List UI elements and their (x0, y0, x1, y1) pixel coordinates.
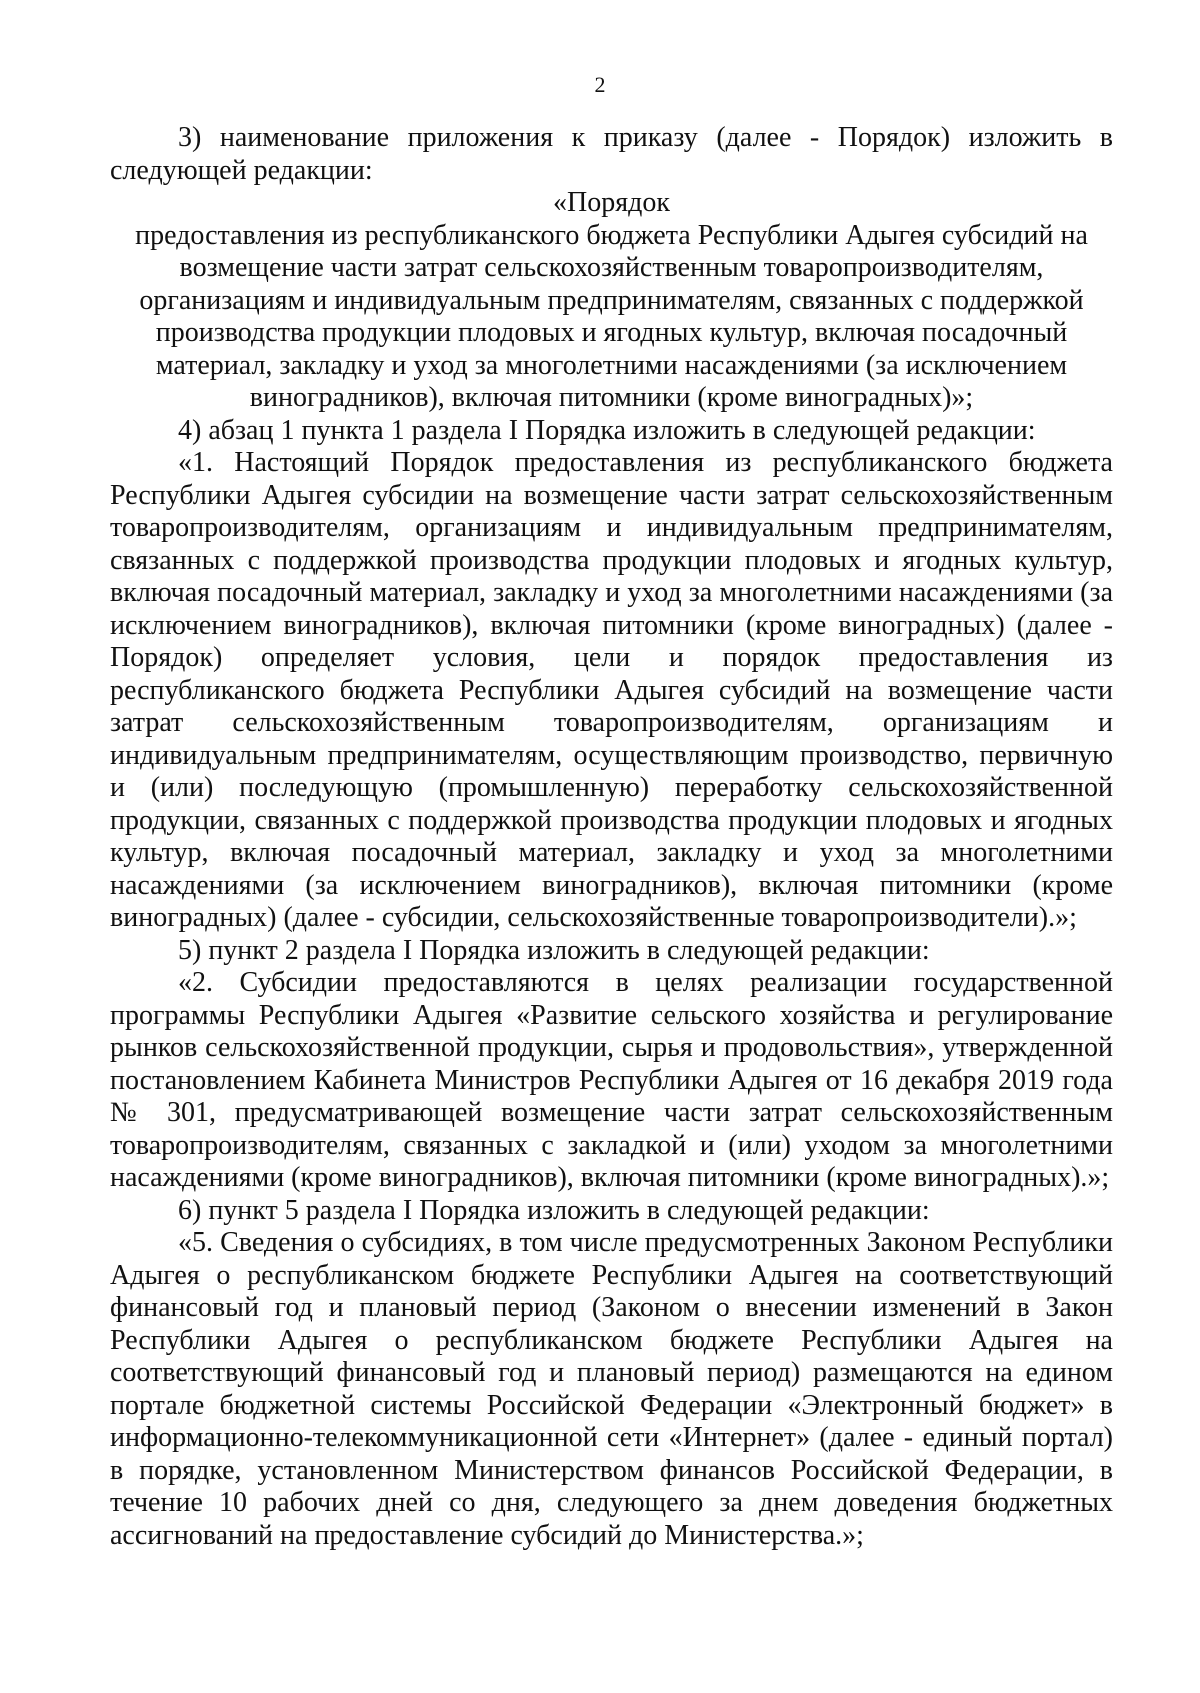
paragraph-item-5: 5) пункт 2 раздела I Порядка изложить в следующей редакции: (178, 934, 930, 966)
quote-clause-2: «2. Субсидии предоставляются в целях реализации государственной программы Республики Адыгея «Развитие сельского хозяйства и регулирование рынков сельскохозяйственной продукции, сырья и продовольствия», утвержденной постановлением Кабинета Министров Республики Адыгея от 16 декабря 2019 года № 301, предусматривающей возмещение части затрат сельскохозяйственным товаропроизводителям, связанных с закладкой и (или) уходом за многолетними насаждениями (кроме виноградников), включая питомники (кроме виноградных).»; (110, 967, 1113, 1193)
order-title-word: «Порядок (553, 187, 670, 218)
order-title-body: предоставления из республиканского бюджета Республики Адыгея субсидий на возмещение части затрат сельскохозяйственным товаропроизводителям, организациям и индивидуальным предпринимателям, связанных с поддержкой производства продукции плодовых и ягодных культур, включая посадочный материал, закладку и уход за многолетними насаждениями (за исключением виноградников), включая питомники (кроме виноградных)»; (135, 219, 1088, 413)
paragraph-item-6: 6) пункт 5 раздела I Порядка изложить в следующей редакции: (178, 1194, 930, 1226)
page-number: 2 (594, 72, 606, 97)
document-body (110, 122, 1113, 1552)
quote-clause-1: «1. Настоящий Порядок предоставления из республиканского бюджета Республики Адыгея субсидии на возмещение части затрат сельскохозяйственным товаропроизводителям, организациям и индивидуальным предпринимателям, связанных с поддержкой производства продукции плодовых и ягодных культур, включая посадочный материал, закладку и уход за многолетними насаждениями (за исключением виноградников), включая питомники (кроме виноградных) (далее - Порядок) определяет условия, цели и порядок предоставления из республиканского бюджета Республики Адыгея субсидий на возмещение части затрат сельскохозяйственным товаропроизводителям, организациям и индивидуальным предпринимателям, осуществляющим производство, первичную и (или) последующую (промышленную) переработку сельскохозяйственной продукции, связанных с поддержкой производства продукции плодовых и ягодных культур, включая посадочный материал, закладку и уход за многолетними насаждениями (за исключением виноградников), включая питомники (кроме виноградных) (далее - субсидии, сельскохозяйственные товаропроизводители).»; (110, 447, 1113, 933)
paragraph-item-4: 4) абзац 1 пункта 1 раздела I Порядка изложить в следующей редакции: (178, 414, 1036, 446)
paragraph-item-3: 3) наименование приложения к приказу (далее - Порядок) изложить в следующей редакции: (110, 122, 1113, 186)
quote-clause-5: «5. Сведения о субсидиях, в том числе предусмотренных Законом Республики Адыгея о республиканском бюджете Республики Адыгея на соответствующий финансовый год и плановый период (Законом о внесении изменений в Закон Республики Адыгея о республиканском бюджете Республики Адыгея на соответствующий финансовый год и плановый период) размещаются на едином портале бюджетной системы Российской Федерации «Электронный бюджет» в информационно-телекоммуникационной сети «Интернет» (далее - единый портал) в порядке, установленном Министерством финансов Российской Федерации, в течение 10 рабочих дней со дня, следующего за днем доведения бюджетных ассигнований на предоставление субсидий до Министерства.»; (110, 1227, 1113, 1551)
